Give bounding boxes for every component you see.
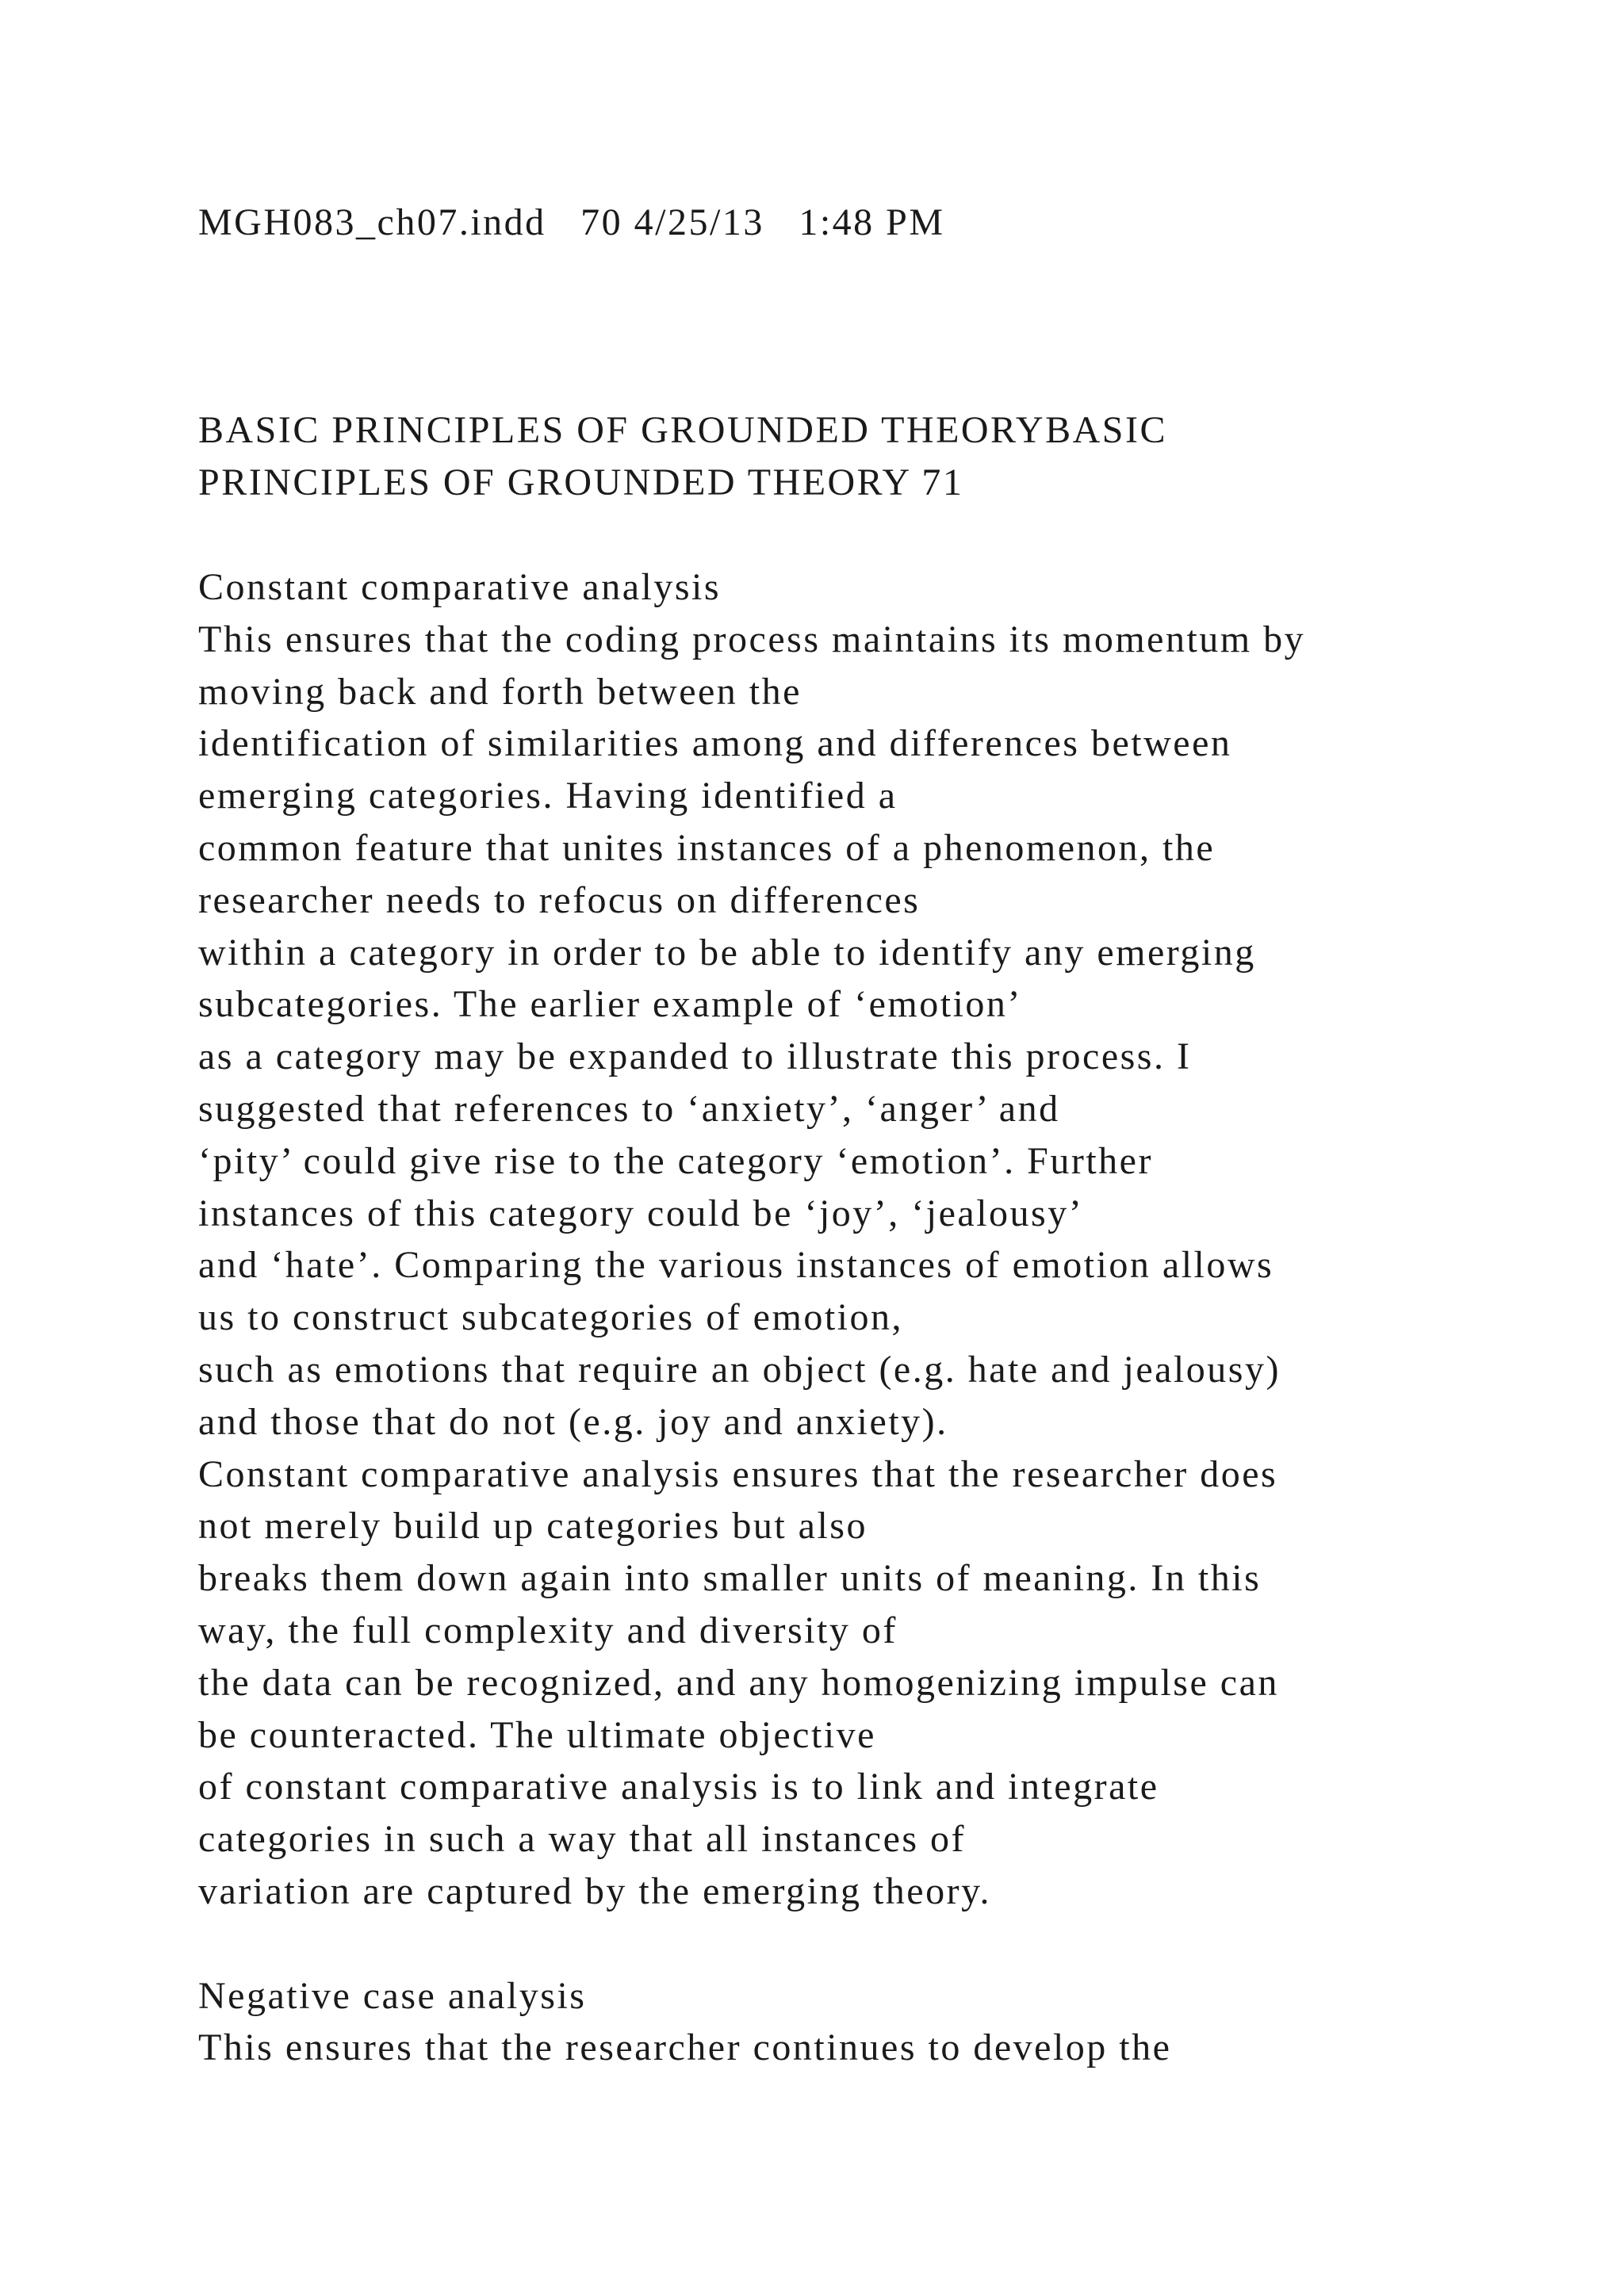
paragraph-line: suggested that references to ‘anxiety’, ‘anger’ and [198,1087,1060,1130]
title-line: BASIC PRINCIPLES OF GROUNDED THEORYBASIC [198,409,1167,451]
paragraph-line: instances of this category could be ‘joy’, ‘jealousy’ [198,1192,1084,1234]
paragraph-spacer [198,1918,1546,1970]
body-text [198,561,1546,2074]
paragraph-line: Constant comparative analysis ensures that the researcher does [198,1452,1278,1495]
paragraph-line: of constant comparative analysis is to link and integrate [198,1766,1159,1808]
paragraph-line: identification of similarities among and differences between [198,722,1232,765]
paragraph-line: categories in such a way that all instances of [198,1818,967,1861]
paragraph-line: as a category may be expanded to illustrate this process. I [198,1035,1192,1078]
paragraph-line: moving back and forth between the [198,670,802,713]
paragraph-line: subcategories. The earlier example of ‘emotion’ [198,983,1022,1026]
paragraph-line: ‘pity’ could give rise to the category ‘emotion’. Further [198,1139,1153,1182]
paragraph-line: and ‘hate’. Comparing the various instances of emotion allows [198,1244,1274,1287]
paragraph-line: and those that do not (e.g. joy and anxiety). [198,1400,948,1443]
paragraph-line: variation are captured by the emerging theory. [198,1869,991,1912]
paragraph-line: This ensures that the researcher continues to develop the [198,2026,1172,2069]
paragraph-line: This ensures that the coding process maintains its momentum by [198,618,1306,660]
page-title [198,404,1546,509]
section-heading-negative-case: Negative case analysis [198,1974,587,2017]
paragraph-line: be counteracted. The ultimate objective [198,1713,876,1756]
paragraph-line: not merely build up categories but also [198,1505,868,1548]
paragraph-line: emerging categories. Having identified a [198,775,898,817]
paragraph-line: us to construct subcategories of emotion, [198,1296,903,1339]
paragraph-line: breaks them down again into smaller units of meaning. In this [198,1557,1262,1600]
title-line: PRINCIPLES OF GROUNDED THEORY 71 [198,461,964,503]
section-heading-constant-comparative: Constant comparative analysis [198,566,722,608]
file-info-header: MGH083_ch07.indd 70 4/25/13 1:48 PM [198,201,945,243]
paragraph-line: way, the full complexity and diversity of [198,1609,898,1651]
paragraph-line: such as emotions that require an object (e.g. hate and jealousy) [198,1348,1281,1391]
paragraph-line: common feature that unites instances of a phenomenon, the [198,826,1216,869]
paragraph-line: the data can be recognized, and any homogenizing impulse can [198,1661,1279,1704]
paragraph-line: researcher needs to refocus on differences [198,878,921,921]
paragraph-line: within a category in order to be able to identify any emerging [198,931,1256,974]
